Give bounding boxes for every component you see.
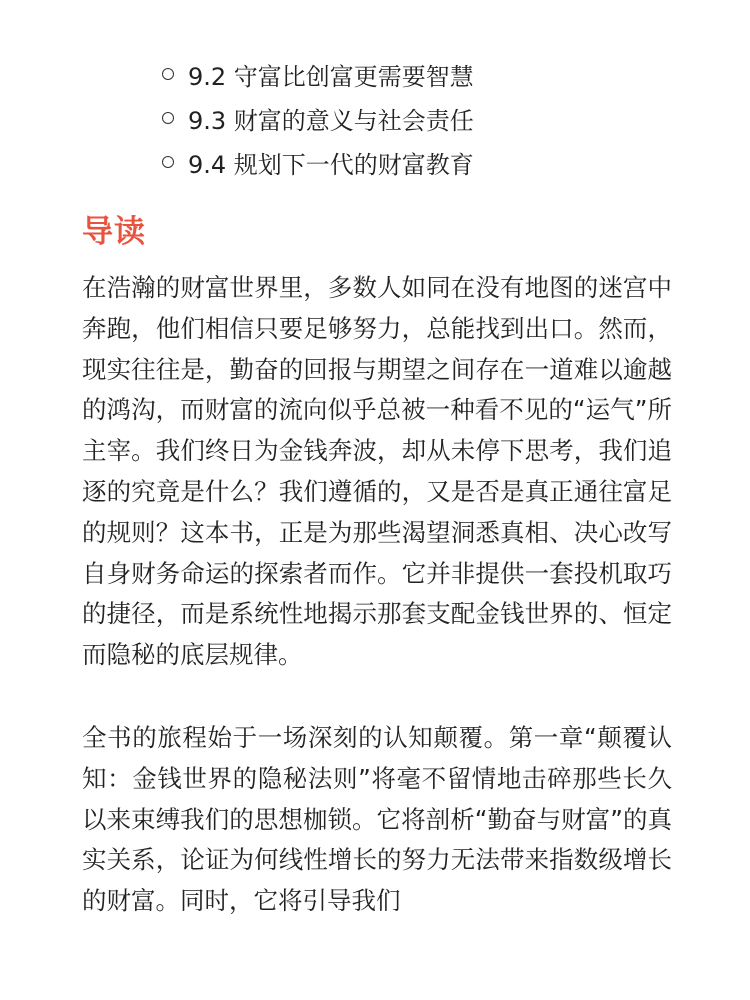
circle-bullet-icon — [162, 68, 174, 80]
toc-item-label: 9.4 规划下一代的财富教育 — [188, 150, 474, 179]
toc-item-9-3[interactable] — [162, 96, 474, 140]
toc-item-9-4[interactable] — [162, 140, 474, 184]
toc-item-9-2[interactable] — [162, 52, 474, 96]
table-of-contents — [162, 52, 474, 184]
toc-item-label: 9.3 财富的意义与社会责任 — [188, 106, 474, 135]
toc-item-label: 9.2 守富比创富更需要智慧 — [188, 62, 474, 91]
circle-bullet-icon — [162, 112, 174, 124]
intro-paragraph-2: 全书的旅程始于一场深刻的认知颠覆。第一章“颠覆认知：金钱世界的隐秘法则”将毫不留情地击碎那些长久以来束缚我们的思想枷锁。它将剖析“勤奋与财富”的真实关系，论证为何线性增长的努力无法带来指数级增长的财富。同时，它将引导我们 — [82, 723, 672, 916]
section-heading: 导读 — [82, 214, 146, 250]
intro-paragraph-1: 在浩瀚的财富世界里，多数人如同在没有地图的迷宫中奔跑，他们相信只要足够努力，总能找到出口。然而，现实往往是，勤奋的回报与期望之间存在一道难以逾越的鸿沟，而财富的流向似乎总被一种看不见的“运气”所主宰。我们终日为金钱奔波，却从未停下思考，我们追逐的究竟是什么？我们遵循的，又是否是真正通往富足的规则？这本书，正是为那些渴望洞悉真相、决心改写自身财务命运的探索者而作。它并非提供一套投机取巧的捷径，而是系统性地揭示那套支配金钱世界的、恒定而隐秘的底层规律。 — [82, 273, 672, 670]
circle-bullet-icon — [162, 156, 174, 168]
